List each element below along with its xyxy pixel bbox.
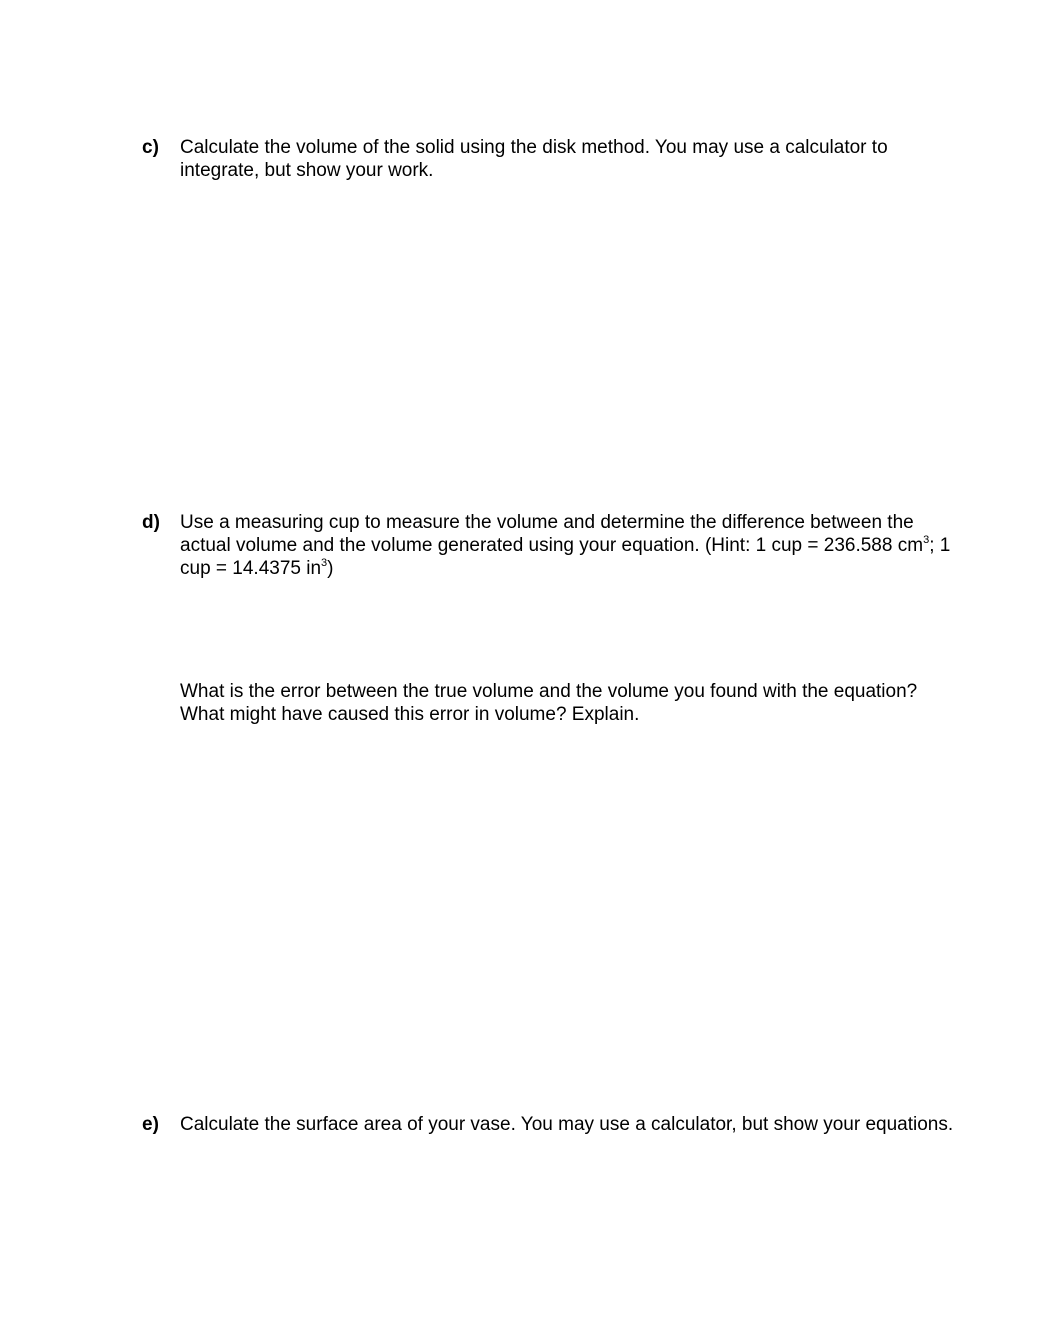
question-d-line-3-tail: ) — [327, 558, 334, 579]
question-d-line-3-text: cup = 14.4375 in — [180, 558, 322, 579]
question-e-text — [180, 1113, 1010, 1136]
question-d-letter: d) — [142, 512, 160, 533]
question-e-line-1: Calculate the surface area of your vase. You may use a calculator, but show your equations. — [180, 1114, 954, 1135]
question-d-text — [180, 511, 1010, 580]
question-d-line-2-tail: ; 1 — [929, 535, 951, 556]
question-d-followup-line-2: What might have caused this error in volume? Explain. — [180, 704, 640, 725]
question-d-line-2 — [180, 534, 1010, 557]
question-d-line-3 — [180, 557, 1010, 580]
cubic-superscript: 3 — [923, 534, 930, 546]
question-e-letter: e) — [142, 1114, 159, 1135]
question-d-line-1: Use a measuring cup to measure the volume and determine the difference between the — [180, 512, 914, 533]
question-d-line-2-text: actual volume and the volume generated using your equation. (Hint: 1 cup = 236.588 cm — [180, 535, 924, 556]
question-c-line-1: Calculate the volume of the solid using the disk method. You may use a calculator to — [180, 137, 888, 158]
question-c-letter: c) — [142, 137, 159, 158]
question-c-line-2: integrate, but show your work. — [180, 160, 434, 181]
cubic-superscript: 3 — [321, 557, 328, 569]
question-c-text — [180, 136, 1010, 182]
question-d-followup-text — [180, 680, 1010, 726]
question-d-followup-line-1: What is the error between the true volume and the volume you found with the equation? — [180, 681, 918, 702]
